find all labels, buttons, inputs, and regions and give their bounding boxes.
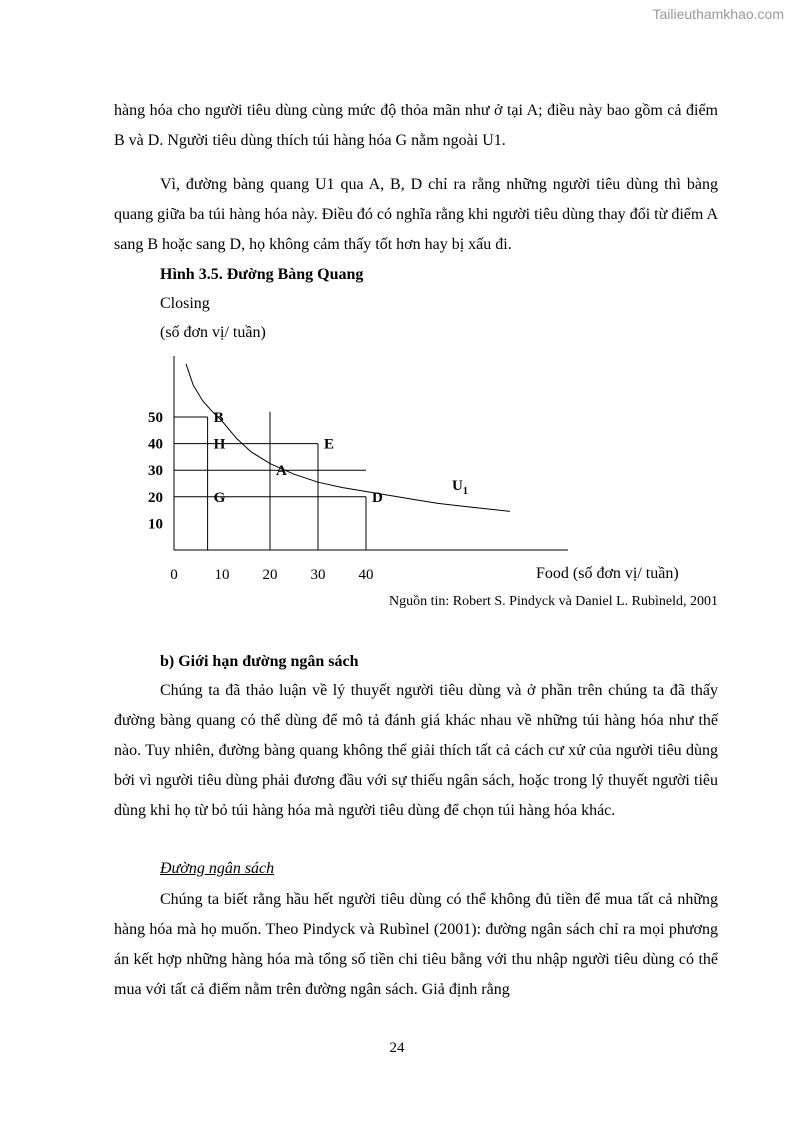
y-tick-label: 40 [148, 436, 163, 453]
x-tick-label: 20 [262, 567, 278, 583]
point-label-h: H [213, 436, 226, 453]
paragraph-3: Chúng ta đã thảo luận về lý thuyết người tiêu dùng và ở phần trên chúng ta đã thấy đường bàng quang có thể dùng để mô tả đánh giá khác nhau về những túi hàng hóa như thế nào. Tuy nhiên, đường bàng quang không thể giải thích tất cả cách cư xử của người tiêu dùng bởi vì người tiêu dùng phải đương đầu với sự thiếu ngân sách, hoặc trong lý thuyết người tiêu dùng khi họ từ bỏ túi hàng hóa mà người tiêu dùng để chọn túi hàng hóa khác. [114, 682, 718, 819]
x-tick-label: 0 [170, 567, 178, 583]
y-tick-label: 30 [148, 463, 163, 480]
x-tick-label: 10 [214, 567, 230, 583]
paragraph-1: hàng hóa cho người tiêu dùng cùng mức độ thỏa mãn như ở tại A; điều này bao gồm cả điểm B và D. Người tiêu dùng thích túi hàng hóa G nằm ngoài U1. [114, 102, 718, 149]
figure-caption: Hình 3.5. Đường Bàng Quang [160, 266, 364, 283]
paragraph-2: Vì, đường bàng quang U1 qua A, B, D chỉ ra rằng những người tiêu dùng thì bàng quang giữa ba túi hàng hóa này. Điều đó có nghĩa rằng khi người tiêu dùng thay đổi từ điểm A sang B hoặc sang D, họ không cảm thấy tốt hơn hay bị xấu đi. [114, 176, 718, 253]
y-tick-label: 50 [148, 410, 163, 426]
point-label-b: B [213, 410, 224, 426]
y-tick-label: 10 [148, 516, 163, 533]
x-axis-label: Food (số đơn vị/ tuần) [536, 565, 679, 582]
figure-source: Nguồn tin: Robert S. Pindyck và Daniel L. Rubìneld, 2001 [389, 594, 718, 609]
watermark: Tailieuthamkhao.com [652, 6, 784, 22]
page-number: 24 [389, 1040, 405, 1056]
x-tick-label: 30 [310, 567, 326, 583]
y-tick-label: 20 [148, 489, 163, 506]
point-label-g: G [213, 489, 226, 506]
y-axis-label-title: Closing [160, 295, 210, 312]
point-label-d: D [372, 489, 383, 506]
section-b-heading: b) Giới hạn đường ngân sách [160, 653, 359, 670]
paragraph-4: Chúng ta biết rằng hầu hết người tiêu dùng có thể không đủ tiền để mua tất cả những hàng hóa mà họ muốn. Theo Pindyck và Rubìnel (2001): đường ngân sách chỉ ra mọi phương án kết hợp những hàng hóa mà tổng số tiền chi tiêu bằng với thu nhập người tiêu dùng có thể mua với tất cả điểm nằm trên đường ngân sách. Giả định rằng [114, 891, 718, 998]
point-label-a: A [276, 463, 287, 480]
x-tick-label: 40 [358, 567, 374, 583]
subheading-budget-line: Đường ngân sách [160, 860, 275, 877]
point-label-e: E [324, 436, 335, 453]
y-axis-label-unit: (số đơn vị/ tuần) [160, 324, 266, 341]
curve-label-u1: $U_1$ [452, 478, 468, 497]
